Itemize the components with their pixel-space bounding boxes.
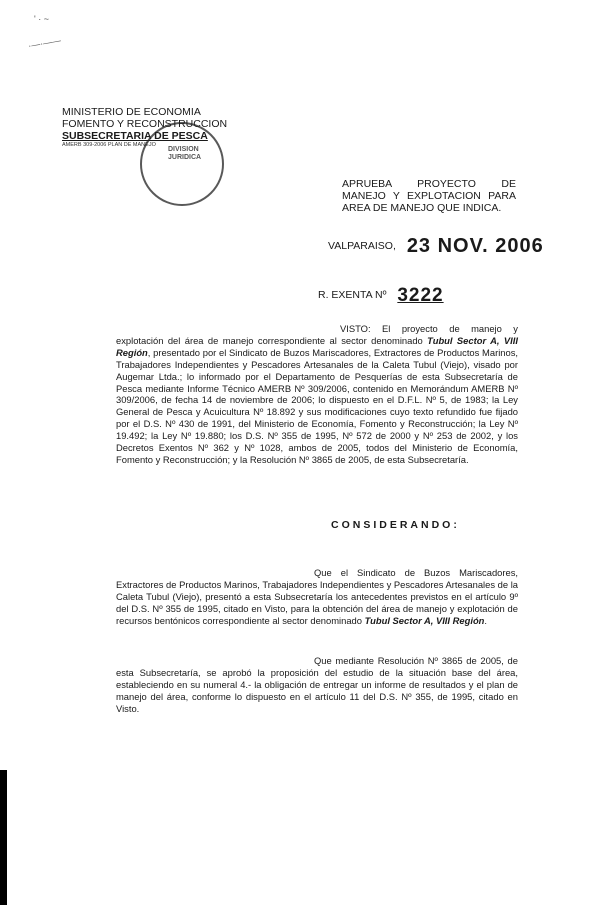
- resolution-number: 3222: [397, 285, 444, 306]
- amerb-reference: AMERB 309-2006 PLAN DE MANEJO: [62, 142, 156, 148]
- visto-sector: Tubul Sector A, VIII Región: [116, 334, 518, 358]
- subsecretaria-line: SUBSECRETARIA DE PESCA: [62, 130, 208, 142]
- c1-text-a: Que el Sindicato de Buzos Mariscadores, Extractores de Productos Marinos, Trabajadores Independientes y Pescadores Artesanales de la Caleta Tubul (Viejo), presentó a esta Subsecretaría los antecedentes previstos en el artículo 9º del D.S. Nº 355 de 1995, citado en Visto, para la obtención del área de manejo y explotación de recursos bentónicos correspondiente al sector denominado: [116, 567, 518, 626]
- scan-mark-top: ' · ~: [34, 14, 49, 24]
- visto-paragraph: [116, 323, 518, 466]
- stamp-text: DIVISION JURIDICA: [168, 146, 202, 161]
- division-juridica-stamp: [140, 122, 224, 206]
- c1-text-b: .: [484, 614, 488, 626]
- visto-text-b: , presentado por el Sindicato de Buzos Mariscadores, Extractores de Productos Marinos, Trabajadores Independientes y Pescadores Artesanales de la Caleta Tubul (Viejo), visado por Augemar Ltda.; lo informado por el Departamento de Pesquerías de esta Subsecretaría de Pesca mediante Informe Técnico AMERB Nº 309/2006, contenido en Memorándum AMERB Nº 309/2006, de fecha 14 de noviembre de 2006; lo dispuesto en el D.F.L. Nº 5, de 1983; la Ley General de Pesca y Acuicultura Nº 18.892 y sus modificaciones cuyo texto refundido fue fijado por el D.S. Nº 430 de 1991, del Ministerio de Economía, Fomento y Reconstrucción; la Ley Nº 19.492; la Ley Nº 19.880; los D.S. Nº 355 de 1995, Nº 572 de 2000 y Nº 253 de 2002, y los Decretos Exentos Nº 362 y Nº 1028, ambos de 2005, todos del Ministerio de Economía, Fomento y Reconstrucción; y la Resolución Nº 3865 de 2005, de esta Subsecretaría.: [116, 346, 518, 465]
- document-subject: APRUEBA PROYECTO DE MANEJO Y EXPLOTACION PARA AREA DE MANEJO QUE INDICA.: [342, 178, 516, 214]
- c2-text: Que mediante Resolución Nº 3865 de 2005, de esta Subsecretaría, se aprobó la proposición del estudio de la situación base del área, estableciendo en su numeral 4.- la obligación de entregar un informe de resultados y el plan de manejo del área, conforme lo dispuesto en el artículo 11 del D.S. Nº 355, de 1995, citado en Visto.: [116, 655, 518, 714]
- ministry-line-2: FOMENTO Y RECONSTRUCCION: [62, 118, 228, 130]
- date-place: VALPARAISO,: [328, 240, 396, 252]
- ministry-line-1: MINISTERIO DE ECONOMIA: [62, 106, 201, 118]
- c1-sector: Tubul Sector A, VIII Región: [364, 614, 485, 626]
- resolution-line: [318, 282, 444, 304]
- considerando-paragraph-1: [116, 567, 518, 627]
- considerando-heading: CONSIDERANDO:: [331, 519, 460, 531]
- resolution-label: R. EXENTA Nº: [318, 289, 387, 301]
- considerando-paragraph-2: [116, 655, 518, 715]
- scan-edge-bar: [0, 770, 7, 905]
- scan-mark-line: ·—·——: [27, 35, 62, 51]
- visto-heading: VISTO:: [340, 323, 371, 334]
- date-stamp: 23 NOV. 2006: [406, 235, 544, 257]
- visto-text-a: El proyecto de manejo y explotación del área de manejo correspondiente al sector denominado: [116, 323, 518, 346]
- date-line: [328, 232, 544, 255]
